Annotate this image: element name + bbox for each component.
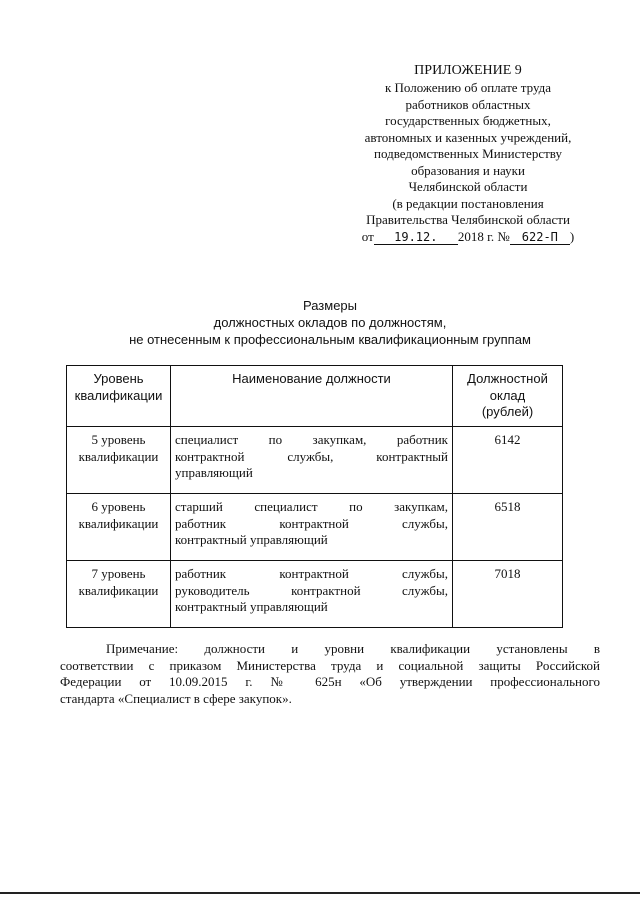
page-bottom-rule: [0, 892, 640, 894]
position-line: старший специалист по закупкам,: [175, 499, 448, 514]
resolution-signature-line: [318, 229, 618, 246]
note-line: Федерации от 10.09.2015 г. № 625н «Об утверждении профессионального: [60, 674, 600, 689]
annex-line: Правительства Челябинской области: [366, 212, 570, 227]
header-level: [67, 366, 171, 427]
annex-line: Челябинской области: [408, 179, 528, 194]
header-salary-line: (рублей): [481, 404, 534, 419]
annex-line: (в редакции постановления: [392, 195, 544, 211]
position-line: управляющий: [175, 465, 253, 480]
table-header-row: [67, 366, 563, 427]
annex-header: [318, 62, 618, 245]
table-row: [67, 427, 563, 494]
level-line: 5 уровень: [91, 432, 146, 447]
document-heading: [60, 297, 600, 348]
header-salary: [453, 366, 563, 427]
position-cell: [171, 561, 453, 628]
resolution-number: 622-П: [510, 231, 570, 245]
position-cell: [171, 427, 453, 494]
position-line: руководитель контрактной службы,: [175, 582, 448, 598]
salary-cell: 7018: [453, 561, 563, 628]
position-line: работник контрактной службы,: [175, 515, 448, 531]
level-cell: [67, 427, 171, 494]
heading-line: Размеры: [302, 298, 358, 313]
note-line: соответствии с приказом Министерства труда и социальной защиты Российской: [60, 657, 600, 673]
position-line: контрактной службы, контрактный: [175, 448, 448, 464]
heading-line: должностных окладов по должностям,: [213, 315, 447, 330]
annex-line: подведомственных Министерству: [374, 146, 562, 161]
header-salary-line: оклад: [489, 387, 526, 403]
header-position: Наименование должности: [171, 366, 453, 427]
salary-cell: 6518: [453, 494, 563, 561]
position-line: контрактный управляющий: [175, 532, 328, 547]
resolution-date: 19.12.: [374, 231, 458, 245]
position-line: контрактный управляющий: [175, 599, 328, 614]
closing-paren: ): [569, 228, 575, 244]
note-line: стандарта «Специалист в сфере закупок».: [60, 690, 292, 706]
annex-line: государственных бюджетных,: [385, 113, 551, 128]
annex-line: автономных и казенных учреждений,: [364, 129, 572, 145]
position-line: работник контрактной службы,: [175, 566, 448, 581]
level-line: 7 уровень: [91, 566, 146, 581]
table-row: [67, 494, 563, 561]
header-level-line: квалификации: [74, 387, 163, 403]
level-cell: [67, 494, 171, 561]
date-prefix: от: [361, 228, 374, 244]
position-cell: [171, 494, 453, 561]
salary-table: [66, 365, 563, 628]
level-line: квалификации: [78, 582, 159, 598]
salary-cell: 6142: [453, 427, 563, 494]
level-line: квалификации: [78, 515, 159, 531]
heading-line: не отнесенным к профессиональным квалификационным группам: [129, 332, 531, 347]
header-level-line: Уровень: [93, 371, 144, 386]
footnote: [60, 641, 600, 707]
annex-line: к Положению об оплате труда: [384, 80, 552, 95]
level-cell: [67, 561, 171, 628]
annex-line: работников областных: [405, 96, 531, 112]
position-line: специалист по закупкам, работник: [175, 432, 448, 447]
annex-title: ПРИЛОЖЕНИЕ 9: [414, 63, 522, 78]
level-line: квалификации: [78, 448, 159, 464]
header-salary-line: Должностной: [467, 371, 548, 386]
annex-line: образования и науки: [411, 162, 525, 178]
note-line: Примечание: должности и уровни квалификации установлены в: [106, 641, 600, 656]
level-line: 6 уровень: [91, 499, 146, 514]
resolution-year: 2018 г. №: [457, 228, 510, 244]
table-row: [67, 561, 563, 628]
